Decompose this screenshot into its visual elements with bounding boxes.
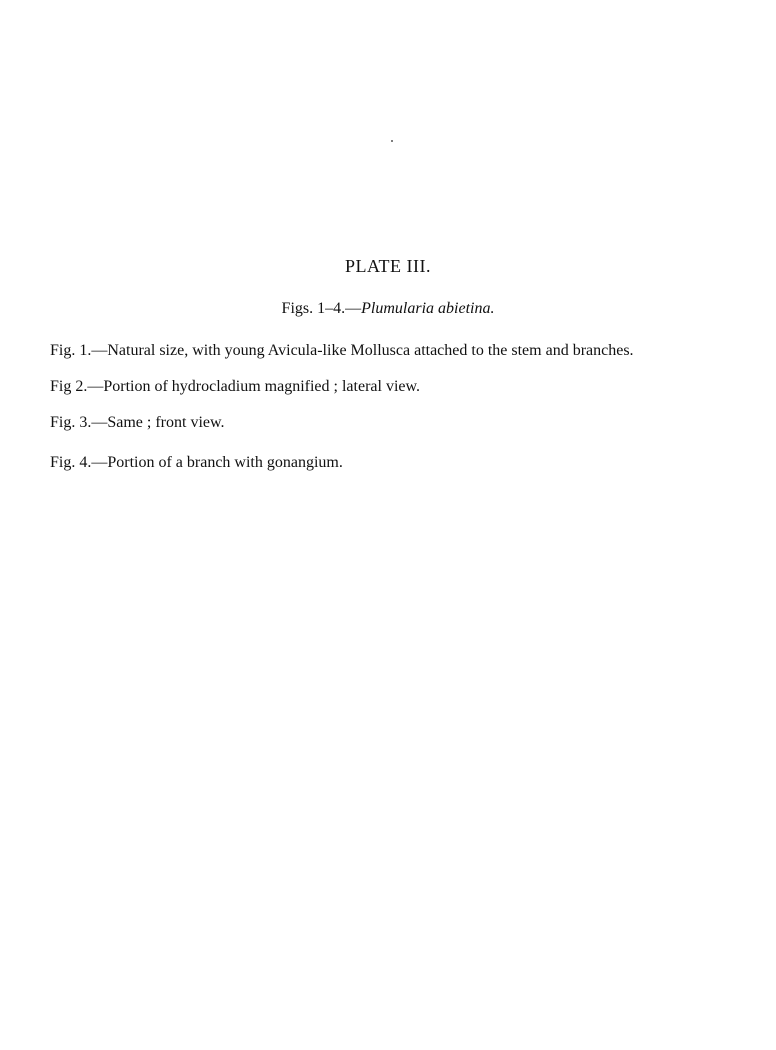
figures-header: [0, 300, 776, 318]
caption-label: Fig 2.—: [50, 378, 104, 395]
caption-text: Natural size, with young Avicula-like Mollusca attached to the stem and branches.: [107, 342, 634, 359]
caption-fig-2: [50, 378, 420, 396]
caption-text: Portion of hydrocladium magnified ; lateral view.: [103, 378, 420, 395]
caption-fig-1: [50, 342, 634, 360]
caption-label: Fig. 3.—: [50, 414, 108, 431]
caption-label: Fig. 4.—: [50, 454, 108, 471]
figures-header-prefix: Figs. 1–4.—: [281, 300, 362, 317]
species-name: Plumularia abietina.: [361, 300, 495, 317]
plate-title: PLATE III.: [345, 256, 431, 276]
caption-fig-3: [50, 414, 225, 432]
paper-speck: [391, 140, 393, 142]
caption-text: Same ; front view.: [107, 414, 225, 431]
caption-text: Portion of a branch with gonangium.: [107, 454, 343, 471]
caption-fig-4: [50, 454, 343, 472]
caption-label: Fig. 1.—: [50, 342, 108, 359]
